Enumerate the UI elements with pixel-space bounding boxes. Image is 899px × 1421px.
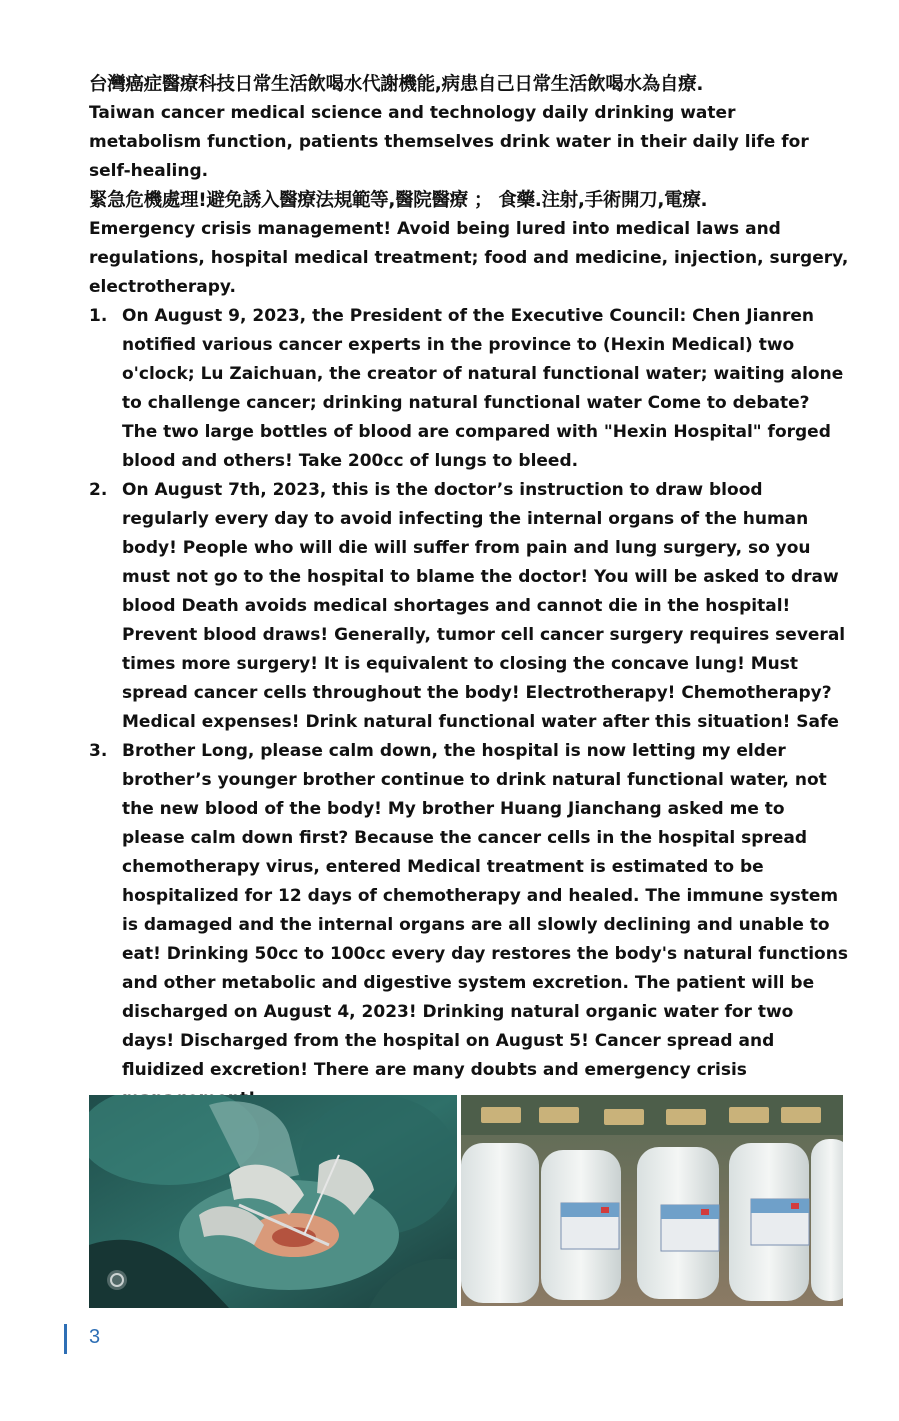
list-item-number: 2. (89, 480, 108, 500)
list-item-text: Brother Long, please calm down, the hospital is now letting my elder brother’s younger brother continue to drink natural functional water, not the new blood of the body! My brother Huang Jianchang asked me to please calm down first? Because the cancer cells in the hospital spread chemotherapy virus, entered Medical treatment is estimated to be hospitalized for 12 days of chemotherapy and healed. The immune system is damaged and the internal organs are all slowly declining and unable to eat! Drinking 50cc to 100cc every day restores the body's natural functions and other metabolic and digestive system excretion. The patient will be discharged on August 4, 2023! Drinking natural organic water for two days! Discharged from the hospital on August 5! Cancer spread and fluidized excretion! There are many doubts and emergency crisis (122, 741, 848, 1080)
list-item (89, 476, 849, 737)
list-item (89, 302, 849, 476)
list-item-number: 3. (89, 741, 108, 761)
numbered-list (89, 302, 849, 1114)
page-number-marker (64, 1324, 67, 1354)
heading-chinese-2: 緊急危機處理!避免誘入醫療法規範等,醫院醫療 ； 食藥.注射,手術開刀,電療. (89, 190, 708, 211)
water-bottles-illustration (461, 1095, 843, 1306)
page-number: 3 (89, 1326, 101, 1348)
list-item-text: On August 9, 2023, the President of the Executive Council: Chen Jianren notified various cancer experts in the province to (Hexin Medical) two o'clock; Lu Zaichuan, the creator of natural functional water; waiting alone to challenge cancer; drinking natural functional water Come to debate? The two large bottles of blood are compared with "Hexin Hospital" forged blood and others! Take 200cc of lungs to bleed. (122, 306, 844, 471)
page-content (89, 70, 849, 1143)
heading-english-1: Taiwan cancer medical science and technology daily drinking water metabolism function, patients themselves drink water in their daily life for self-healing. (89, 103, 809, 181)
water-bottles-photo (461, 1095, 843, 1306)
surgery-photo-illustration (89, 1095, 457, 1308)
list-item (89, 737, 849, 1114)
heading-english-2: Emergency crisis management! Avoid being lured into medical laws and regulations, hospital medical treatment; food and medicine, injection, surgery, electrotherapy. (89, 219, 849, 297)
surgery-photo (89, 1095, 457, 1308)
list-item-text: On August 7th, 2023, this is the doctor’s instruction to draw blood regularly every day to avoid infecting the internal organs of the human body! People who will die will suffer from pain and lung surgery, so you must not go to the hospital to blame the doctor! You will be asked to draw blood Death avoids medical shortages and cannot die in the hospital! Prevent blood draws! Generally, tumor cell cancer surgery requires several times more surgery! It is equivalent to closing the concave lung! Must spread cancer cells throughout the body! Electrotherapy! Chemotherapy? Medical expenses! Drink natural functional water after this situation! Safe (122, 480, 846, 732)
heading-chinese-1: 台灣癌症醫療科技日常生活飲喝水代謝機能,病患自己日常生活飲喝水為自療. (89, 74, 704, 95)
list-item-number: 1. (89, 306, 108, 326)
